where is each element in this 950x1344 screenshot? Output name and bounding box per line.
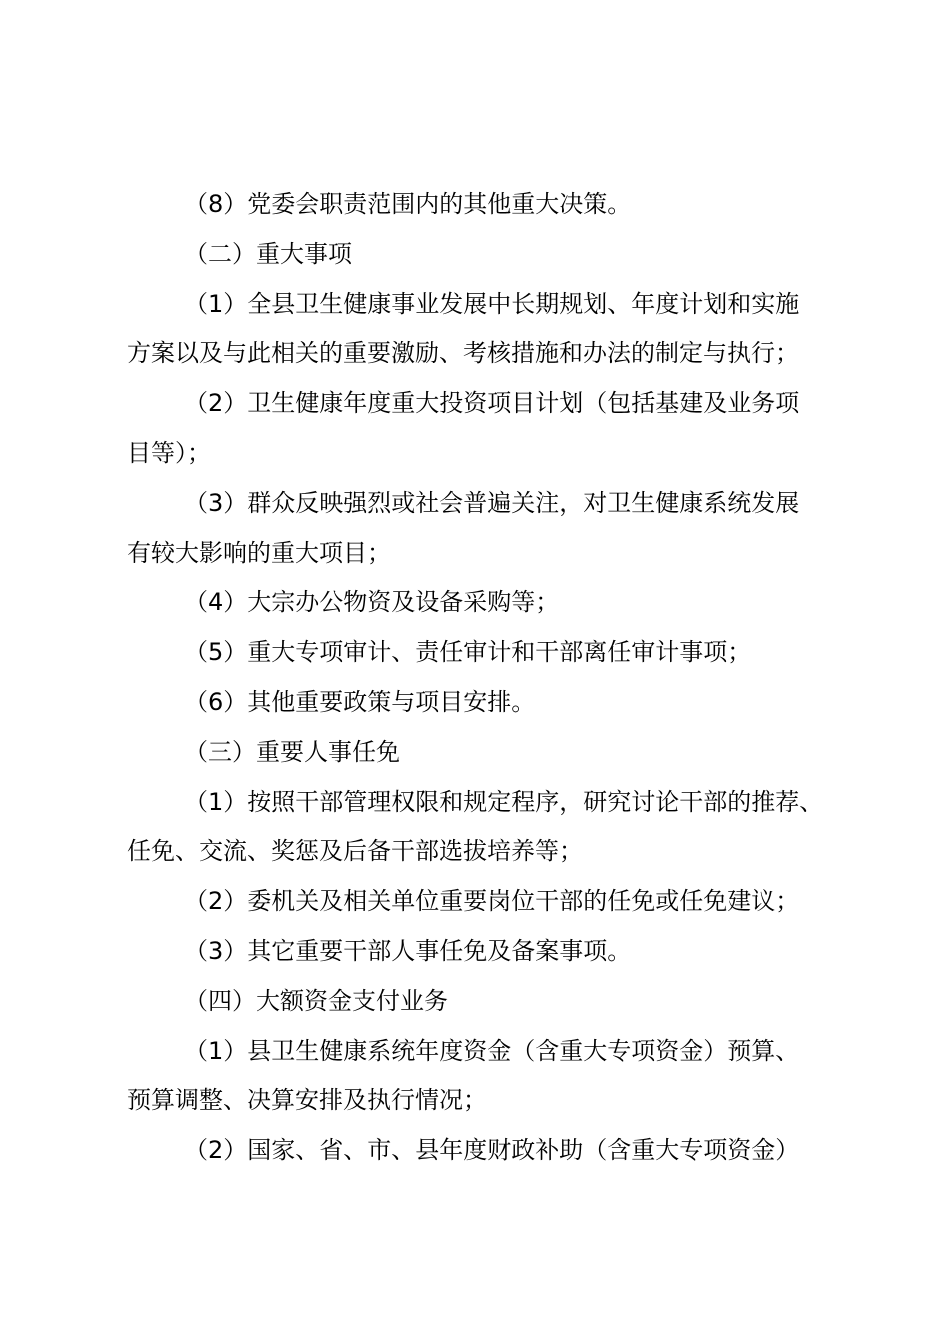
- item-1-planning-line-2: 方案以及与此相关的重要激励、考核措施和办法的制定与执行；: [127, 339, 799, 368]
- funds-item-1-line-1: （1）县卫生健康系统年度资金（含重大专项资金）预算、: [184, 1036, 800, 1065]
- personnel-item-2: （2）委机关及相关单位重要岗位干部的任免或任免建议；: [184, 887, 800, 916]
- item-2-investment-line-2: 目等）；: [127, 438, 211, 467]
- item-3-public-concern-line-2: 有较大影响的重大项目；: [127, 538, 391, 567]
- item-5-audit: （5）重大专项审计、责任审计和干部离任审计事项；: [184, 638, 752, 667]
- document-body: [127, 180, 843, 1176]
- personnel-item-3: （3）其它重要干部人事任免及备案事项。: [184, 936, 632, 965]
- item-3-public-concern-line-1: （3）群众反映强烈或社会普遍关注，对卫生健康系统发展: [184, 488, 800, 517]
- section-heading-major-matters: （二）重大事项: [184, 239, 352, 268]
- item-2-investment-line-1: （2）卫生健康年度重大投资项目计划（包括基建及业务项: [184, 389, 800, 418]
- section-heading-funds: （四）大额资金支付业务: [184, 986, 448, 1015]
- funds-item-1-line-2: 预算调整、决算安排及执行情况；: [127, 1086, 487, 1115]
- item-8-other-major-decisions: （8）党委会职责范围内的其他重大决策。: [184, 190, 632, 218]
- section-heading-personnel: （三）重要人事任免: [184, 737, 400, 766]
- item-1-planning-line-1: （1）全县卫生健康事业发展中长期规划、年度计划和实施: [184, 289, 800, 318]
- funds-item-2-line-1: （2）国家、省、市、县年度财政补助（含重大专项资金）: [184, 1136, 800, 1165]
- item-4-procurement: （4）大宗办公物资及设备采购等；: [184, 588, 560, 617]
- personnel-item-1-line-2: 任免、交流、奖惩及后备干部选拔培养等；: [127, 837, 583, 866]
- item-6-other-policies: （6）其他重要政策与项目安排。: [184, 687, 536, 716]
- personnel-item-1-line-1: （1）按照干部管理权限和规定程序，研究讨论干部的推荐、: [184, 787, 824, 816]
